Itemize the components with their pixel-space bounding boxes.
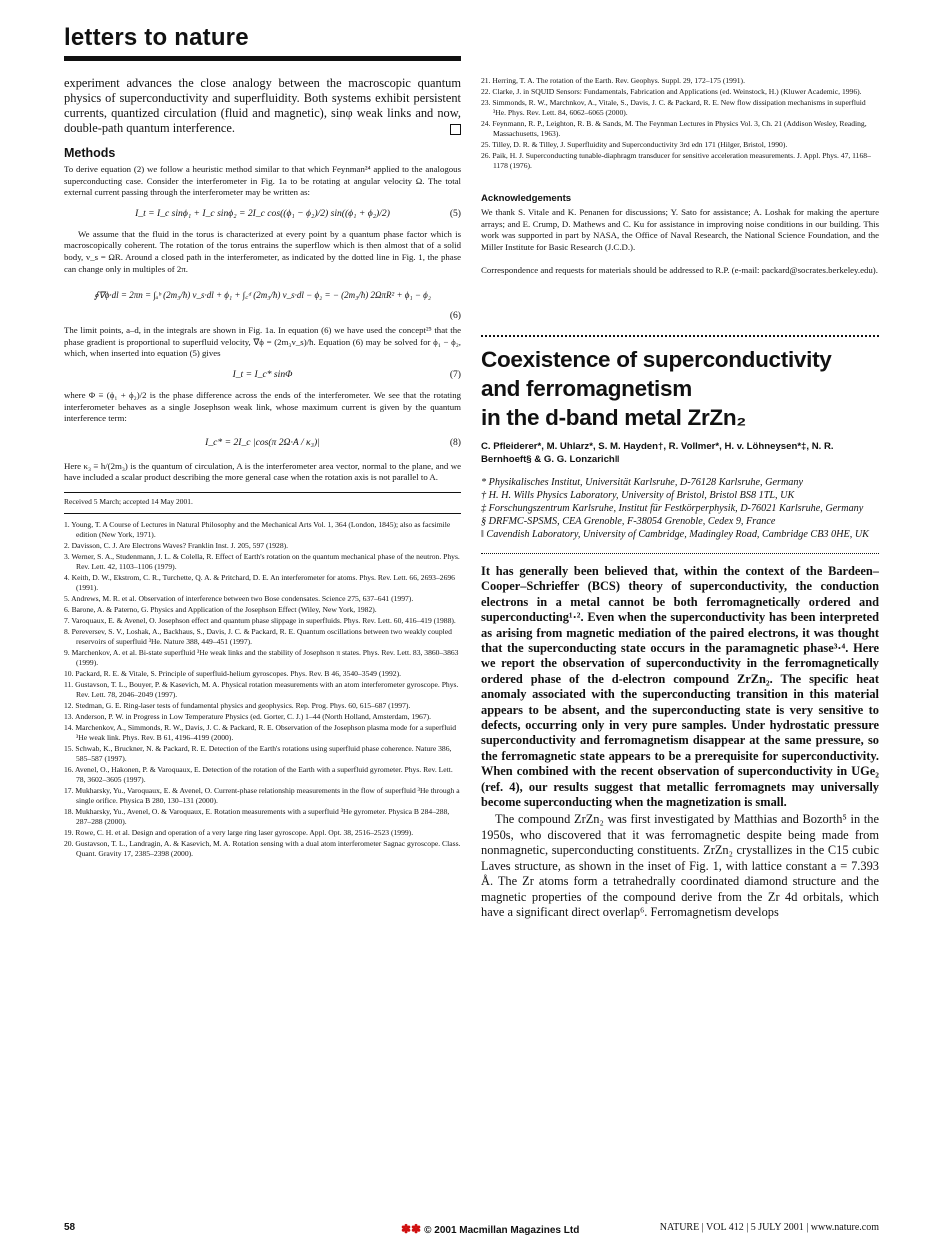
body-paragraph: The compound ZrZn₂ was first investigated by Matthias and Bozorth⁵ in the 1950s, who discovered that it was ferromagnetic despite being made from nonmagnetic, superconducting constituents. ZrZn₂ crystallizes in the C15 cubic Laves structure, as shown in the inset of Fig. 1, with lattice constant a = 7.393 Å. The Zr atoms form a tetrahedrally coordinated diamond structure and the magnetic properties of the compound derive from the Zr 4d orbitals, which have a significant direct overlap⁶. Ferromagnetism develops xyxy=(481,812,879,919)
methods-p2: We assume that the fluid in the torus is characterized at every point by a quantum phase factor which is macroscopically coherent. The rotation of the torus entrains the superflow which is then almost that of a solid body, v_s = ΩR. Around a closed path in the interferometer, as indicated by the dotted line in Fig. 1, the phase can change only in multiples of 2π. xyxy=(64,228,461,274)
acknowledgements-text: We thank S. Vitale and K. Penanen for discussions; Y. Sato for assistance; A. Loshak for making the aperture arrays; and E. Crump, D. Mathews and C. Ku for assistance in improving noise conditions in our building. This work was supported in part by NASA, the Office of Naval Research, the National Science Foundation, and the Miller Institute for Basic Research (J.C.D.). xyxy=(481,207,879,252)
reference-item: 16. Avenel, O., Hakonen, P. & Varoquaux, E. Detection of the rotation of the Earth with a superfluid gyrometer. Phys. Rev. Lett. 78, 3602–3605 (1997). xyxy=(64,764,453,784)
closing-paragraph: experiment advances the close analogy between the macroscopic quantum physics of superconductivity and superfluidity. Both systems exhibit persistent currents, quantized circulation (fluid and magnetic), sinφ weak links and now, double-path quantum interference. xyxy=(64,76,461,135)
reference-item: 7. Varoquaux, E. & Avenel, O. Josephson effect and quantum phase slippage in superfluids. Phys. Rev. Lett. 60, 416–419 (1988). xyxy=(64,615,456,625)
reference-item: 13. Anderson, P. W. in Progress in Low Temperature Physics (ed. Gorter, C. J.) 1–44 (North Holland, Amsterdam, 1967). xyxy=(64,711,432,721)
right-column xyxy=(481,76,879,920)
reference-item: 17. Mukharsky, Yu., Varoquaux, E. & Avenel, O. Current-phase relationship measurements in the flow of superfluid ³He through a single orifice. Physica B 280, 130–131 (2000). xyxy=(64,785,460,805)
journal-citation: NATURE | VOL 412 | 5 JULY 2001 | www.nature.com xyxy=(659,1222,879,1233)
running-header: letters to nature xyxy=(64,24,249,51)
reference-item: 15. Schwab, K., Bruckner, N. & Packard, R. E. Detection of the Earth's rotations using superfluid phase coherence. Nature 386, 585–587 (1997). xyxy=(64,743,452,763)
equation-5: I_t = I_c sinϕ₁ + I_c sinϕ₂ = 2I_c cos((ϕ₁ − ϕ₂)/2) sin((ϕ₁ + ϕ₂)/2) (5) xyxy=(135,207,461,219)
methods-p1: To derive equation (2) we follow a heuristic method similar to that which Feynman²⁴ applied to the analogous superconducting case. Consider the interferometer in Fig. 1a to be rotating at angular velocity Ω. The total external current passing through the interferometer may be written as: xyxy=(64,164,461,198)
reference-item: 8. Pereversev, S. V., Loshak, A., Backhaus, S., Davis, J. C. & Packard, R. E. Quantum oscillations between two weakly coupled reservoirs of superfluid ³He. Nature 388, 449–451 (1997). xyxy=(64,626,452,646)
abstract: It has generally been believed that, within the context of the Bardeen–Cooper–Schrieffer (BCS) theory of superconductivity, the conduction electrons in a metal cannot be both ferromagnetically ordered and superconducting¹·². Even when the superconductivity has been interpreted as arising from magnetic mediation of the paired electrons, it was thought that the superconducting state occurs in the paramagnetic phase³·⁴. Here we report the observation of superconductivity in the ferromagnetically ordered phase of the d-electron compound ZrZn₂. The specific heat anomaly associated with the superconducting transition in this material appears to be absent, and the superconducting state is very sensitive to defects, occurring only in very pure samples. Under hydrostatic pressure superconductivity and ferromagnetism disappear at the same pressure, so the ferromagnetic state appears to be a prerequisite for superconductivity. When combined with the recent observation of superconductivity in UGe₂ (ref. 4), our results suggest that metallic ferromagnets may universally become superconducting when the magnetization is small. xyxy=(481,563,879,810)
article-title: Coexistence of superconductivity and ferromagnetism in the d-band metal ZrZn₂ xyxy=(481,346,832,430)
reference-item: 19. Rowe, C. H. et al. Design and operation of a very large ring laser gyroscope. Appl. Opt. 38, 2516–2523 (1999). xyxy=(64,827,414,837)
acknowledgements-heading: Acknowledgements xyxy=(481,193,572,204)
header-rule xyxy=(64,56,461,61)
reference-item: 1. Young, T. A Course of Lectures in Natural Philosophy and the Mechanical Arts Vol. 1, 364 (London, 1845); also as facsimile edition (New York, 1971). xyxy=(64,519,451,539)
correspondence-note: Correspondence and requests for materials should be addressed to R.P. (e-mail: packard@socrates.berkeley.edu). xyxy=(481,265,878,276)
publisher-line: ✽✽ © 2001 Macmillan Magazines Ltd xyxy=(401,1222,580,1236)
methods-p5: Here κ₃ ≡ h/(2m₃) is the quantum of circulation, A is the interferometer area vector, normal to the plane, and we have included a scalar product describing the more general case when the rotation axis is not parallel to A. xyxy=(64,460,461,483)
left-column xyxy=(64,76,461,860)
reference-item: 25. Tilley, D. R. & Tilley, J. Superfluidity and Superconductivity 3rd edn 171 (Hilger, Bristol, 1990). xyxy=(481,140,788,149)
reference-item: 9. Marchenkov, A. et al. Bi-state superfluid ³He weak links and the stability of Josephson π states. Phys. Rev. Lett. 83, 3860–3863 (1999). xyxy=(64,647,459,667)
reference-item: 24. Feynmann, R. P., Leighton, R. B. & Sands, M. The Feynman Lectures in Physics Vol. 3, Ch. 21 (Addison Wesley, Reading, Massachusetts, 1963). xyxy=(481,119,867,138)
equation-6: ∮∇ϕ·dl = 2πn = ∫ₐᵇ (2m₃/ħ) v_s·dl + ϕ₁ + ∫꜀ᵈ (2m₃/ħ) v_s·dl − ϕ₂ = − (2m₃/ħ) 2ΩπR² + ϕ₁ − ϕ₂ xyxy=(94,290,431,301)
methods-heading: Methods xyxy=(64,146,116,160)
reference-item: 23. Simmonds, R. W., Marchnkov, A., Vitale, S., Davis, J. C. & Packard, R. E. New flow dissipation mechanisms in superfluid ³He. Phys. Rev. Lett. 84, 6062–6065 (2000). xyxy=(481,98,866,117)
equation-7: I_t = I_c* sinΦ (7) xyxy=(232,368,461,380)
author-list: C. Pfleiderer*, M. Uhlarz*, S. M. Hayden†, R. Vollmer*, H. v. Löhneysen*‡, N. R. Bernhoeft§ & G. G. Lonzarich‖ xyxy=(481,440,834,465)
reference-item: 10. Packard, R. E. & Vitale, S. Principle of superfluid-helium gyroscopes. Phys. Rev. B 46, 3540–3549 (1992). xyxy=(64,668,402,678)
reference-item: 6. Barone, A. & Paterno, G. Physics and Application of the Josephson Effect (Wiley, New York, 1982). xyxy=(64,604,377,614)
equation-6-number: (6) xyxy=(449,310,461,322)
reference-item: 2. Davisson, C. J. Are Electrons Waves? Franklin Inst. J. 205, 597 (1928). xyxy=(64,540,289,550)
reference-item: 21. Herring, T. A. The rotation of the Earth. Rev. Geophys. Suppl. 29, 172–175 (1991). xyxy=(481,76,745,85)
article-separator xyxy=(481,335,879,337)
reference-item: 14. Marchenkov, A., Simmonds, R. W., Davis, J. C. & Packard, R. E. Observation of the Josephson plasma mode for a superfluid ³He weak link. Phys. Rev. B 61, 4196–4199 (2000). xyxy=(64,722,457,742)
reference-item: 12. Stedman, G. E. Ring-laser tests of fundamental physics and geophysics. Rep. Prog. Phys. 60, 615–687 (1997). xyxy=(64,700,411,710)
reference-item: 22. Clarke, J. in SQUID Sensors: Fundamentals, Fabrication and Applications (ed. Weinstock, H.) (Kluwer Academic, 1996). xyxy=(481,87,862,96)
reference-item: 4. Keith, D. W., Ekstrom, C. R., Turchette, Q. A. & Pritchard, D. E. An interferometer for atoms. Phys. Rev. Lett. 66, 2693–2696 (1991). xyxy=(64,572,455,592)
references-rule-2 xyxy=(64,513,461,514)
abstract-separator xyxy=(481,553,879,554)
equation-8: I_c* = 2I_c |cos(π 2Ω·A / κ₃)| (8) xyxy=(205,436,461,448)
page-number: 58 xyxy=(64,1222,76,1233)
affiliations: * Physikalisches Institut, Universität Karlsruhe, D-76128 Karlsruhe, Germany † H. H. Wills Physics Laboratory, University of Bristol, Bristol BS8 1TL, UK ‡ Forschungszentrum Karlsruhe, Institut für Festkörperphysik, D-76021 Karlsruhe, Germany § DRFMC-SPSMS, CEA Grenoble, F-38054 Grenoble, Cedex 9, France ‖ Cavendish Laboratory, University of Cambridge, Madingley Road, Cambridge CB3 0HE, UK xyxy=(481,476,869,540)
reference-item: 26. Paik, H. J. Superconducting tunable-diaphragm transducer for sensitive acceleration measurements. J. Appl. Phys. 47, 1168–1178 (1976). xyxy=(481,151,871,170)
end-mark xyxy=(450,124,461,135)
reference-item: 11. Gustavson, T. L., Bouyer, P. & Kasevich, M. A. Physical rotation measurements with an atom interferometer gyroscope. Phys. Rev. Lett. 78, 2046–2049 (1997). xyxy=(64,679,459,699)
methods-p3: The limit points, a–d, in the integrals are shown in Fig. 1a. In equation (6) we have used the concept²⁵ that the phase gradient is proportional to superfluid velocity, ∇ϕ = (2m₃v_s)/ħ. Equation (6) may be solved for ϕ₁ − ϕ₂, which, when inserted into equation (5) gives xyxy=(64,325,461,359)
reference-item: 18. Mukharsky, Yu., Avenel, O. & Varoquaux, E. Rotation measurements with a superfluid ³He gyrometer. Physica B 284–288, 287–288 (2000). xyxy=(64,806,450,826)
reference-item: 20. Gustavson, T. L., Landragin, A. & Kasevich, M. A. Rotation sensing with a dual atom interferometer Sagnac gyroscope. Class. Quant. Gravity 17, 2385–2398 (2000). xyxy=(64,838,461,858)
reference-list-continued xyxy=(481,76,879,171)
references-rule xyxy=(64,492,461,493)
methods-p4: where Φ ≡ (ϕ₁ + ϕ₂)/2 is the phase difference across the ends of the interferometer. We see that the rotating interferometer behaves as a single Josephson weak link, whose maximum current is given by the quantum interference term: xyxy=(64,389,461,424)
reference-item: 5. Andrews, M. R. et al. Observation of interference between two Bose condensates. Science 275, 637–641 (1997). xyxy=(64,593,414,603)
reference-item: 3. Werner, S. A., Studenmann, J. L. & Colella, R. Effect of Earth's rotation on the quantum mechanical phase of the neutron. Phys. Rev. Lett. 42, 1103–1106 (1979). xyxy=(64,551,460,571)
macmillan-logo-icon: ✽✽ xyxy=(401,1222,422,1236)
reference-list xyxy=(64,520,461,859)
received-date: Received 5 March; accepted 14 May 2001. xyxy=(64,496,193,506)
